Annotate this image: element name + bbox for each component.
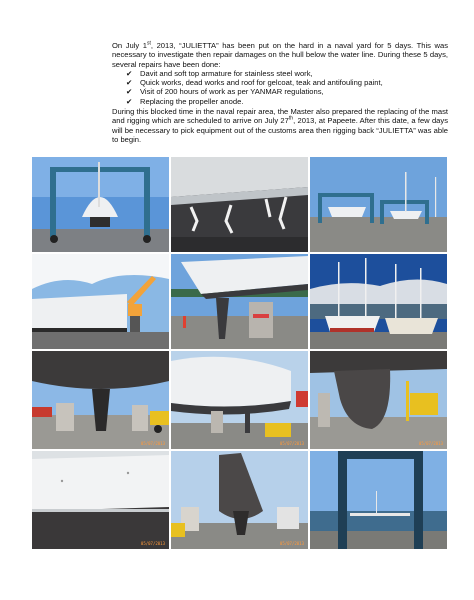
repair-item-text: Replacing the propeller anode. (140, 96, 244, 106)
photo-boatyard-lift-wide (310, 157, 447, 252)
checkmark-icon: ✔ (126, 78, 133, 88)
photo-under-hull-keel (32, 351, 169, 449)
photo-rudder-closeup (310, 351, 447, 449)
photo-boat-in-travel-lift (32, 157, 169, 252)
photo-hull-closeup (171, 157, 308, 252)
closing-paragraph (112, 107, 448, 144)
intro-text: On July 1 (112, 41, 147, 50)
photo-white-hull-side (32, 451, 169, 549)
photo-bow-from-below (171, 451, 308, 549)
intro-text-rest: , 2013, “JULIETTA” has been put on the hard in a naval yard for 5 days. This was necessary to investigate then repair damages on the hull below the water line. During these 5 days, several repairs have been done: (112, 41, 449, 69)
closing-superscript: th (288, 115, 294, 122)
photo-crane-lift-at-bow (32, 254, 169, 349)
repair-item-text: Davit and soft top armature for stainless steel work, (140, 68, 313, 78)
photo-date-stamp: 05/07/2013 (140, 441, 165, 446)
photo-travel-lift-frame-view (310, 451, 447, 549)
repair-item-text: Quick works, dead works and roof for gelcoat, teak and antifouling paint, (140, 78, 383, 88)
photo-hull-on-supports (171, 351, 308, 449)
report-text (112, 41, 448, 144)
repairs-list (112, 69, 448, 106)
closing-text-rest: , 2013, at Papeete. After this date, a few days will be necessary to pick equipment out of the customs area then rigging back “JULIETTA” was able to begin. (112, 116, 448, 144)
repair-item-text: Visit of 200 hours of work as per YANMAR regulations, (140, 87, 324, 97)
intro-paragraph (112, 41, 448, 69)
photo-date-stamp: 05/07/2013 (279, 541, 304, 546)
closing-text: During this blocked time in the naval repair area, the Master also prepared the replacing of the mast and rigging which are scheduled to arrive on July 27 (112, 107, 448, 126)
repair-item (126, 97, 448, 106)
checkmark-icon: ✔ (126, 96, 133, 106)
repair-item (126, 87, 448, 96)
photo-grid (32, 157, 447, 551)
intro-superscript: st (147, 40, 151, 47)
photo-stern-keel-on-stands (171, 254, 308, 349)
repair-item (126, 69, 448, 78)
photo-date-stamp: 05/07/2013 (140, 541, 165, 546)
checkmark-icon: ✔ (126, 68, 133, 78)
checkmark-icon: ✔ (126, 87, 133, 97)
photo-date-stamp: 05/07/2013 (418, 441, 443, 446)
photo-date-stamp: 05/07/2013 (279, 441, 304, 446)
photo-masts-in-yard (310, 254, 447, 349)
repair-item (126, 78, 448, 87)
